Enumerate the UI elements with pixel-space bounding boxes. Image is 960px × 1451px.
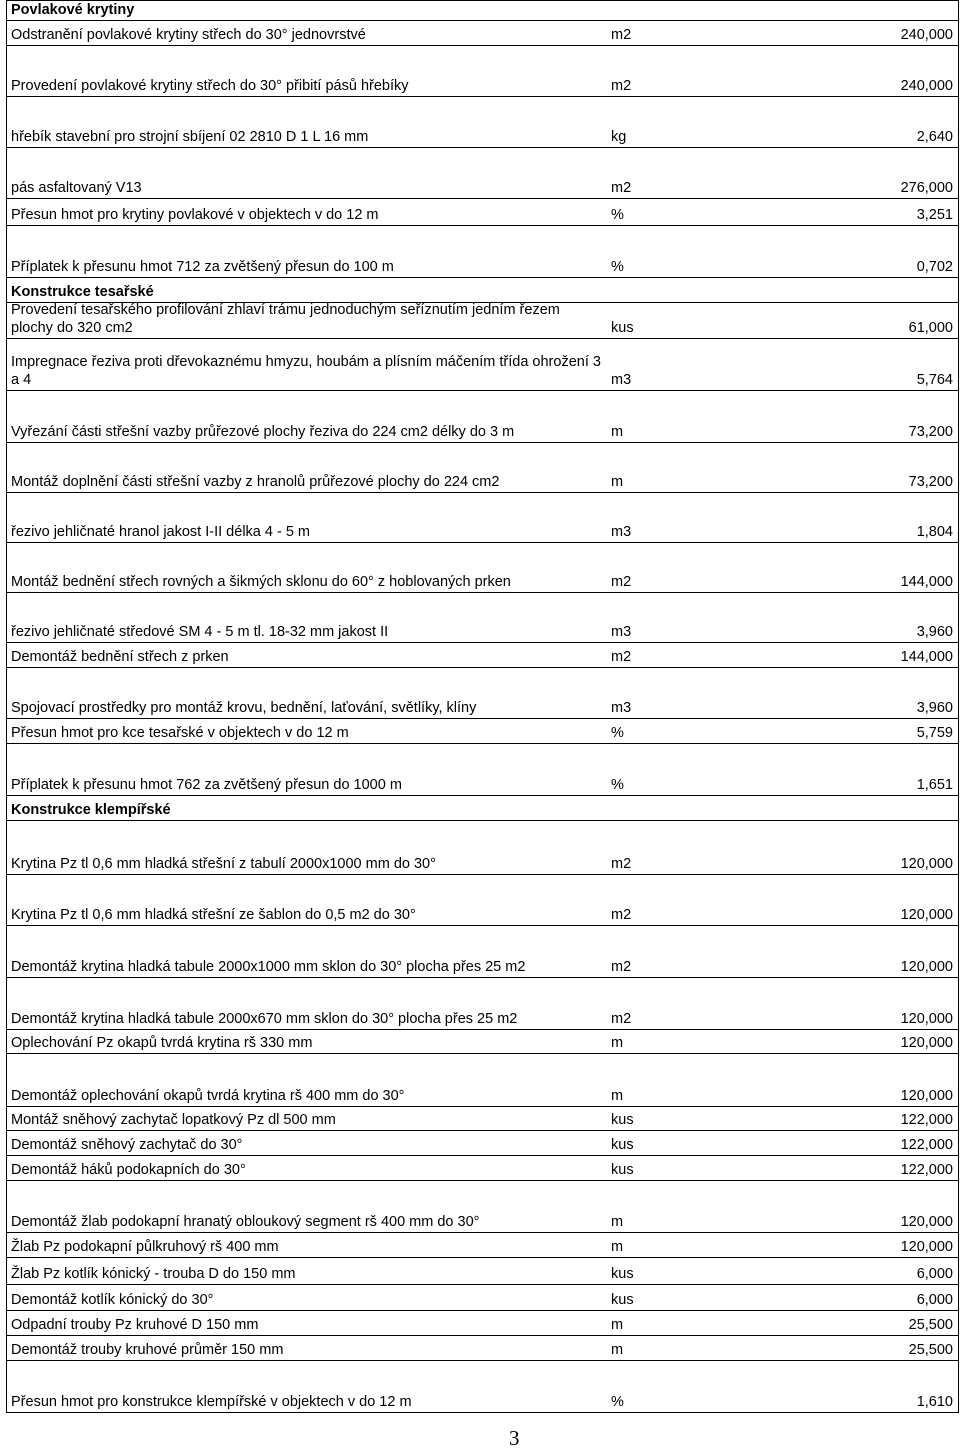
item-quantity: 6,000 <box>916 1266 953 1282</box>
table-row <box>6 226 959 278</box>
item-description: Demontáž bednění střech z prken <box>11 649 229 665</box>
item-quantity: 240,000 <box>900 27 953 43</box>
item-unit: m3 <box>611 624 632 640</box>
item-description: Montáž doplnění části střešní vazby z hranolů průřezové plochy do 224 cm2 <box>11 474 500 490</box>
item-description: Příplatek k přesunu hmot 712 za zvětšený přesun do 100 m <box>11 259 394 275</box>
item-unit: m <box>611 1239 624 1255</box>
item-unit: m <box>611 1088 624 1104</box>
table-row <box>6 1054 959 1107</box>
item-description: Oplechování Pz okapů tvrdá krytina rš 330 mm <box>11 1035 313 1051</box>
item-quantity: 144,000 <box>900 574 953 590</box>
item-quantity: 25,500 <box>908 1342 953 1358</box>
section-header-row <box>6 0 959 21</box>
table-row <box>6 1030 959 1054</box>
item-description: Žlab Pz kotlík kónický - trouba D do 150 mm <box>11 1266 296 1282</box>
item-quantity: 1,804 <box>916 524 953 540</box>
table-row <box>6 97 959 148</box>
table-row <box>6 1336 959 1361</box>
item-quantity: 240,000 <box>900 78 953 94</box>
item-unit: m2 <box>611 649 632 665</box>
item-quantity: 120,000 <box>900 856 953 872</box>
item-quantity: 122,000 <box>900 1112 953 1128</box>
item-unit: kus <box>611 1162 634 1178</box>
item-unit: m <box>611 1317 624 1333</box>
item-unit: m2 <box>611 1011 632 1027</box>
item-description: Krytina Pz tl 0,6 mm hladká střešní z tabulí 2000x1000 mm do 30° <box>11 856 436 872</box>
table-row <box>6 1311 959 1336</box>
table-row <box>6 593 959 643</box>
table-row <box>6 1361 959 1413</box>
item-quantity: 3,251 <box>916 207 953 223</box>
item-quantity: 25,500 <box>908 1317 953 1333</box>
item-quantity: 5,764 <box>916 372 953 388</box>
item-description: Demontáž krytina hladká tabule 2000x1000 mm sklon do 30° plocha přes 25 m2 <box>11 959 526 975</box>
item-quantity: 276,000 <box>900 180 953 196</box>
table-row <box>6 821 959 875</box>
item-description: Provedení povlakové krytiny střech do 30° přibití pásů hřebíky <box>11 78 409 94</box>
item-unit: % <box>611 777 624 793</box>
item-quantity: 120,000 <box>900 959 953 975</box>
table-row <box>6 493 959 543</box>
table-row <box>6 21 959 46</box>
item-quantity: 73,200 <box>908 424 953 440</box>
item-quantity: 120,000 <box>900 907 953 923</box>
item-unit: kg <box>611 129 627 145</box>
item-quantity: 122,000 <box>900 1162 953 1178</box>
page-number: 3 <box>509 1426 520 1450</box>
item-unit: m <box>611 474 624 490</box>
item-description: Odpadní trouby Pz kruhové D 150 mm <box>11 1317 259 1333</box>
item-unit: kus <box>611 320 634 336</box>
item-quantity: 120,000 <box>900 1088 953 1104</box>
table-row <box>6 719 959 744</box>
item-description: Montáž bednění střech rovných a šikmých sklonu do 60° z hoblovaných prken <box>11 574 511 590</box>
item-unit: m2 <box>611 907 632 923</box>
item-unit: m <box>611 1342 624 1358</box>
item-quantity: 61,000 <box>908 320 953 336</box>
item-description: řezivo jehličnaté středové SM 4 - 5 m tl. 18-32 mm jakost II <box>11 624 389 640</box>
item-quantity: 6,000 <box>916 1292 953 1308</box>
item-description: Přesun hmot pro krytiny povlakové v objektech v do 12 m <box>11 207 379 223</box>
table-row <box>6 668 959 719</box>
item-quantity: 5,759 <box>916 725 953 741</box>
section-header-row <box>6 278 959 303</box>
item-description: Demontáž krytina hladká tabule 2000x670 mm sklon do 30° plocha přes 25 m2 <box>11 1011 518 1027</box>
item-quantity: 73,200 <box>908 474 953 490</box>
section-title: Konstrukce klempířské <box>11 802 171 818</box>
item-quantity: 3,960 <box>916 700 953 716</box>
item-quantity: 2,640 <box>916 129 953 145</box>
item-description: Demontáž trouby kruhové průměr 150 mm <box>11 1342 284 1358</box>
item-quantity: 0,702 <box>916 259 953 275</box>
table-row <box>6 303 959 339</box>
table-row <box>6 1285 959 1311</box>
item-quantity: 144,000 <box>900 649 953 665</box>
item-unit: kus <box>611 1137 634 1153</box>
table-row <box>6 199 959 226</box>
item-description: Odstranění povlakové krytiny střech do 30° jednovrstvé <box>11 27 366 43</box>
item-unit: kus <box>611 1266 634 1282</box>
item-unit: % <box>611 1394 624 1410</box>
table-row <box>6 875 959 926</box>
item-description: Přesun hmot pro konstrukce klempířské v objektech v do 12 m <box>11 1394 412 1410</box>
item-quantity: 1,651 <box>916 777 953 793</box>
table-row <box>6 643 959 668</box>
item-unit: m3 <box>611 700 632 716</box>
item-unit: m <box>611 1035 624 1051</box>
table-row <box>6 978 959 1030</box>
table-row <box>6 1181 959 1233</box>
table-row <box>6 391 959 443</box>
item-description: hřebík stavební pro strojní sbíjení 02 2810 D 1 L 16 mm <box>11 129 369 145</box>
item-description: Demontáž háků podokapních do 30° <box>11 1162 246 1178</box>
table-row <box>6 148 959 199</box>
table-row <box>6 1131 959 1156</box>
item-unit: % <box>611 725 624 741</box>
item-unit: % <box>611 259 624 275</box>
item-description: Žlab Pz podokapní půlkruhový rš 400 mm <box>11 1239 279 1255</box>
item-quantity: 3,960 <box>916 624 953 640</box>
table-row <box>6 926 959 978</box>
item-description: Spojovací prostředky pro montáž krovu, bednění, laťování, světlíky, klíny <box>11 700 477 716</box>
item-description: Vyřezání části střešní vazby průřezové plochy řeziva do 224 cm2 délky do 3 m <box>11 424 515 440</box>
section-title: Povlakové krytiny <box>11 2 135 18</box>
item-description: Demontáž sněhový zachytač do 30° <box>11 1137 243 1153</box>
item-unit: % <box>611 207 624 223</box>
item-unit: m <box>611 1214 624 1230</box>
item-unit: m2 <box>611 27 632 43</box>
item-unit: kus <box>611 1112 634 1128</box>
item-description: pás asfaltovaný V13 <box>11 180 142 196</box>
item-quantity: 120,000 <box>900 1239 953 1255</box>
item-unit: m2 <box>611 959 632 975</box>
item-description: Demontáž kotlík kónický do 30° <box>11 1292 214 1308</box>
table-row <box>6 1107 959 1131</box>
item-unit: m2 <box>611 856 632 872</box>
table-row <box>6 443 959 493</box>
item-description: Demontáž žlab podokapní hranatý obloukový segment rš 400 mm do 30° <box>11 1214 480 1230</box>
section-title: Konstrukce tesařské <box>11 284 154 300</box>
item-description: Příplatek k přesunu hmot 762 za zvětšený přesun do 1000 m <box>11 777 402 793</box>
item-quantity: 120,000 <box>900 1011 953 1027</box>
item-description: Provedení tesařského profilování zhlaví trámu jednoduchým seříznutím jedním řezem plochy do 320 cm2 <box>11 302 560 336</box>
item-description: Přesun hmot pro kce tesařské v objektech v do 12 m <box>11 725 349 741</box>
item-quantity: 1,610 <box>916 1394 953 1410</box>
table-row <box>6 1233 959 1258</box>
item-unit: m3 <box>611 372 632 388</box>
item-description: řezivo jehličnaté hranol jakost I-II délka 4 - 5 m <box>11 524 310 540</box>
item-description: Demontáž oplechování okapů tvrdá krytina rš 400 mm do 30° <box>11 1088 405 1104</box>
item-unit: m3 <box>611 524 632 540</box>
item-description: Krytina Pz tl 0,6 mm hladká střešní ze šablon do 0,5 m2 do 30° <box>11 907 416 923</box>
item-unit: kus <box>611 1292 634 1308</box>
table-row <box>6 46 959 97</box>
table-row <box>6 744 959 796</box>
item-unit: m <box>611 424 624 440</box>
table-row <box>6 1156 959 1181</box>
table-row <box>6 339 959 391</box>
item-description: Montáž sněhový zachytač lopatkový Pz dl 500 mm <box>11 1112 336 1128</box>
bill-of-quantities-table <box>6 0 959 1413</box>
item-unit: m2 <box>611 180 632 196</box>
section-header-row <box>6 796 959 821</box>
item-quantity: 122,000 <box>900 1137 953 1153</box>
table-row <box>6 543 959 593</box>
item-quantity: 120,000 <box>900 1214 953 1230</box>
item-unit: m2 <box>611 78 632 94</box>
item-description: Impregnace řeziva proti dřevokaznému hmyzu, houbám a plísním máčením třída ohrožení 3 a 4 <box>11 354 601 388</box>
table-row <box>6 1258 959 1285</box>
item-unit: m2 <box>611 574 632 590</box>
item-quantity: 120,000 <box>900 1035 953 1051</box>
